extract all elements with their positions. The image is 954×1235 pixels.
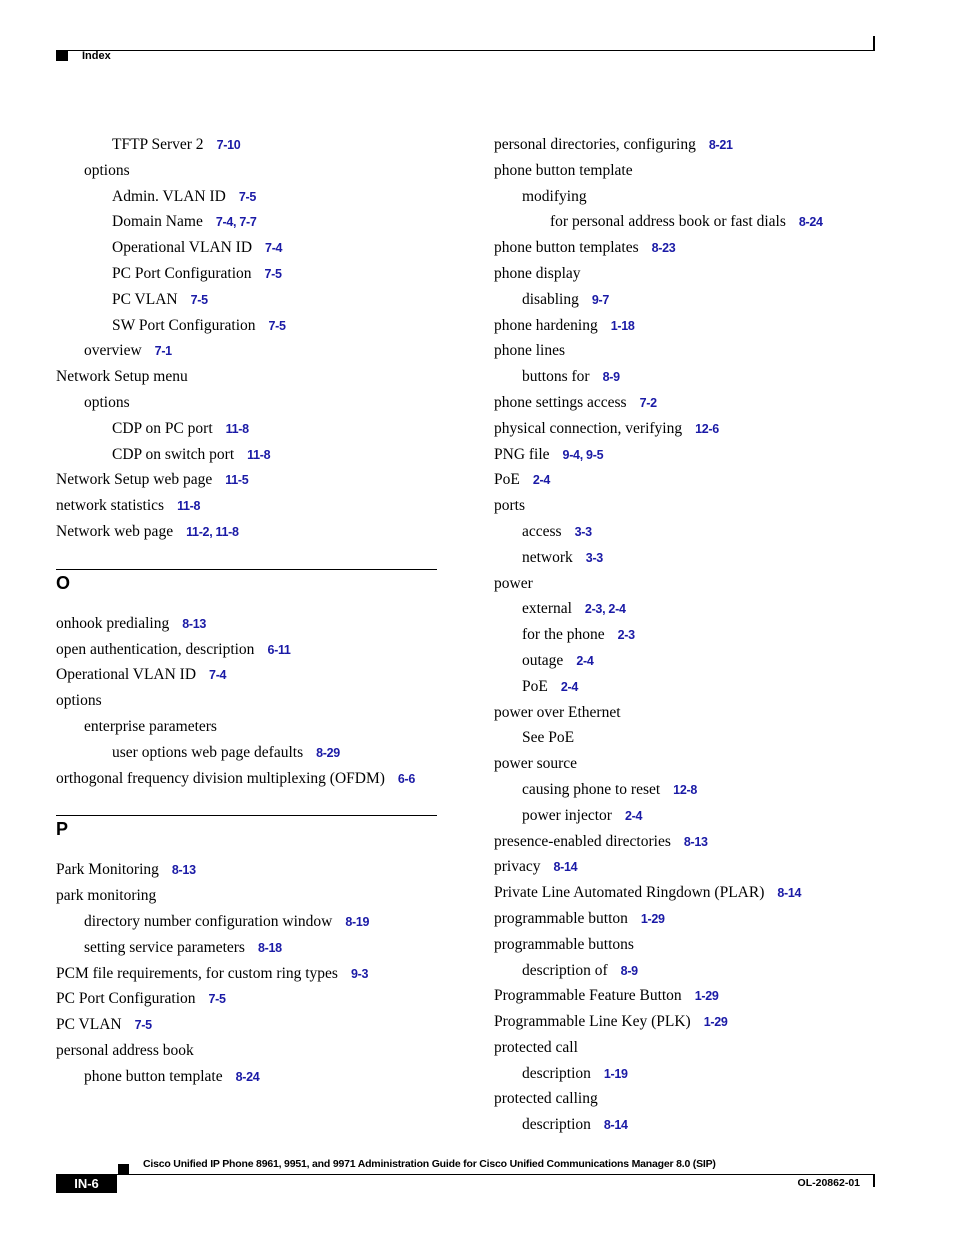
index-term: privacy <box>494 858 541 876</box>
page-reference-link[interactable]: 8-24 <box>235 1069 260 1084</box>
index-term: PC VLAN <box>112 290 178 308</box>
index-entry <box>56 1038 437 1064</box>
page-reference-link[interactable]: 8-13 <box>171 863 196 878</box>
page-reference-link[interactable]: 8-9 <box>602 370 620 385</box>
index-term: ports <box>494 497 525 515</box>
index-term: Network web page <box>56 522 174 540</box>
index-entry <box>56 766 437 792</box>
index-term: power over Ethernet <box>494 703 621 721</box>
index-term: protected calling <box>494 1090 598 1108</box>
index-term: TFTP Server 2 <box>112 136 204 153</box>
page-reference-link[interactable]: 8-19 <box>345 914 370 929</box>
index-entry <box>56 493 437 519</box>
page-reference-link[interactable]: 7-2 <box>639 395 657 410</box>
footer-corner-bar <box>873 1175 875 1187</box>
index-term: description <box>522 1064 591 1082</box>
index-term: Operational VLAN ID <box>56 666 197 684</box>
index-entry <box>56 209 437 235</box>
index-term: PCM file requirements, for custom ring types <box>56 964 338 982</box>
footer-guide-title: Cisco Unified IP Phone 8961, 9951, and 9971 Administration Guide for Cisco Unified Communications Manager 8.0 (SIP) <box>143 1158 716 1170</box>
page-reference-link[interactable]: 8-14 <box>777 886 802 901</box>
index-entry <box>56 909 437 935</box>
index-entry <box>56 261 437 287</box>
page-reference-link[interactable]: 6-6 <box>397 771 416 786</box>
index-term: user options web page defaults <box>112 743 304 761</box>
index-term: modifying <box>522 187 587 205</box>
index-entry <box>56 611 437 637</box>
index-entry <box>494 209 894 235</box>
page-reference-link[interactable]: 9-3 <box>350 966 369 981</box>
index-term: buttons for <box>522 368 590 386</box>
index-term: phone display <box>494 264 581 282</box>
index-term: Park Monitoring <box>56 861 159 879</box>
index-term: power <box>494 574 533 592</box>
index-entry <box>56 519 437 545</box>
index-entry <box>494 958 894 984</box>
index-entry <box>494 338 894 364</box>
index-entry <box>56 442 437 468</box>
index-term: directory number configuration window <box>84 912 333 930</box>
index-entry <box>56 961 437 987</box>
index-entry <box>56 740 437 766</box>
index-term: physical connection, verifying <box>494 419 683 437</box>
index-term: open authentication, description <box>56 640 255 658</box>
index-entry <box>56 235 437 261</box>
index-entry <box>494 906 894 932</box>
page-reference-link[interactable]: 7-5 <box>238 189 256 204</box>
page-reference-link[interactable]: 1-18 <box>610 318 635 333</box>
index-entry <box>494 545 894 571</box>
page-reference-link[interactable]: 1-29 <box>640 911 665 926</box>
index-term: for the phone <box>522 626 605 644</box>
index-term: personal address book <box>56 1041 194 1059</box>
index-term: setting service parameters <box>84 938 245 956</box>
index-term: Admin. VLAN ID <box>112 187 226 205</box>
index-term: onhook predialing <box>56 614 170 632</box>
index-term: power source <box>494 755 578 773</box>
page-reference-link[interactable]: 1-29 <box>703 1015 728 1030</box>
index-term: enterprise parameters <box>84 717 217 735</box>
index-entry <box>56 637 437 663</box>
index-term: external <box>522 600 572 618</box>
index-term: See PoE <box>522 729 575 747</box>
index-term: presence-enabled directories <box>494 832 671 850</box>
index-entry <box>56 158 437 184</box>
section-heading <box>56 569 437 611</box>
index-entry <box>494 622 894 648</box>
index-term: options <box>84 161 130 179</box>
page-reference-link[interactable]: 11-8 <box>177 499 201 514</box>
index-term: Programmable Line Key (PLK) <box>494 1013 691 1031</box>
page-reference-link[interactable]: 7-4 <box>265 241 283 256</box>
index-term: CDP on switch port <box>112 445 235 463</box>
index-entry <box>494 777 894 803</box>
index-entry <box>494 751 894 777</box>
page-reference-link[interactable]: 1-19 <box>603 1066 628 1081</box>
header-rule <box>56 50 875 51</box>
index-term: park monitoring <box>56 887 157 905</box>
index-entry <box>56 883 437 909</box>
page-reference-link[interactable]: 2-4 <box>576 653 594 668</box>
index-entry <box>56 364 437 390</box>
page-reference-link[interactable]: 2-3, 2-4 <box>584 602 626 617</box>
index-entry <box>494 313 894 339</box>
index-entry <box>56 714 437 740</box>
page-reference-link[interactable]: 7-5 <box>190 292 208 307</box>
page-reference-link[interactable]: 7-10 <box>216 138 241 152</box>
index-entry <box>494 442 894 468</box>
page-reference-link[interactable]: 8-21 <box>708 138 733 152</box>
index-entry <box>494 1086 894 1112</box>
index-entry <box>56 132 437 158</box>
section-heading <box>56 815 437 857</box>
index-term: phone button template <box>494 161 633 179</box>
index-term: network statistics <box>56 497 165 515</box>
index-term: orthogonal frequency division multiplexing (OFDM) <box>56 769 385 787</box>
page-reference-link[interactable]: 8-14 <box>553 860 578 875</box>
index-entry <box>56 857 437 883</box>
page-reference-link[interactable]: 7-5 <box>268 318 286 333</box>
index-term: protected call <box>494 1038 578 1056</box>
index-term: for personal address book or fast dials <box>550 213 786 231</box>
page-reference-link[interactable]: 11-8 <box>247 447 271 462</box>
page-reference-link[interactable]: 8-13 <box>182 616 207 631</box>
index-term: phone lines <box>494 342 566 360</box>
index-term: disabling <box>522 290 579 308</box>
section-letter: O <box>56 572 71 593</box>
page-reference-link[interactable]: 12-6 <box>695 421 719 436</box>
index-term: PNG file <box>494 445 550 463</box>
index-term: description of <box>522 961 608 979</box>
index-term: Private Line Automated Ringdown (PLAR) <box>494 884 765 902</box>
index-entry <box>494 416 894 442</box>
index-entry <box>494 364 894 390</box>
index-term: PoE <box>522 677 548 695</box>
index-entry <box>494 158 894 184</box>
index-term: Domain Name <box>112 213 203 231</box>
index-term: CDP on PC port <box>112 419 213 437</box>
page-reference-link[interactable]: 3-3 <box>585 550 603 565</box>
index-term: PC Port Configuration <box>112 264 252 282</box>
page-reference-link[interactable]: 7-1 <box>154 344 172 359</box>
footer-rule <box>56 1174 875 1175</box>
index-entry <box>56 313 437 339</box>
page-reference-link[interactable]: 11-5 <box>225 473 249 488</box>
page-reference-link[interactable]: 8-14 <box>603 1118 628 1133</box>
index-term: phone button template <box>84 1067 223 1085</box>
page-reference-link[interactable]: 8-23 <box>651 241 676 256</box>
page-reference-link[interactable]: 8-13 <box>683 834 708 849</box>
index-entry <box>494 700 894 726</box>
index-term: Programmable Feature Button <box>494 987 682 1005</box>
page-reference-link[interactable]: 1-29 <box>694 989 719 1004</box>
index-entry <box>494 803 894 829</box>
index-entry <box>494 674 894 700</box>
index-term: personal directories, configuring <box>494 136 696 153</box>
index-entry <box>56 662 437 688</box>
index-entry <box>494 519 894 545</box>
index-entry <box>494 829 894 855</box>
index-entry <box>494 1112 894 1138</box>
index-term: causing phone to reset <box>522 780 661 798</box>
running-header: Index <box>82 50 111 62</box>
index-entry <box>494 132 894 158</box>
index-entry <box>56 1012 437 1038</box>
index-term: programmable button <box>494 909 628 927</box>
page-reference-link[interactable]: 8-9 <box>620 963 638 978</box>
index-entry <box>56 467 437 493</box>
index-term: Operational VLAN ID <box>112 239 253 257</box>
index-entry <box>56 935 437 961</box>
index-entry <box>494 854 894 880</box>
index-entry <box>494 390 894 416</box>
page-number: IN-6 <box>56 1175 117 1193</box>
header-corner-bar <box>873 36 875 51</box>
document-number: OL-20862-01 <box>797 1177 860 1189</box>
footer-marker <box>118 1164 129 1174</box>
index-entry <box>494 725 894 751</box>
index-column-left <box>56 132 437 1090</box>
index-term: options <box>84 393 130 411</box>
index-entry <box>56 1064 437 1090</box>
page-reference-link[interactable]: 7-5 <box>208 992 226 1007</box>
index-entry <box>494 983 894 1009</box>
index-entry <box>494 596 894 622</box>
index-entry <box>494 184 894 210</box>
page-reference-link[interactable]: 12-8 <box>673 782 697 797</box>
index-term: options <box>56 692 102 710</box>
page-reference-link[interactable]: 8-29 <box>316 745 340 760</box>
index-entry <box>56 688 437 714</box>
index-entry <box>56 986 437 1012</box>
page-reference-link[interactable]: 6-11 <box>267 642 291 657</box>
page-reference-link[interactable]: 7-4, 7-7 <box>215 215 257 230</box>
page-reference-link[interactable]: 7-5 <box>134 1018 152 1033</box>
page-reference-link[interactable]: 7-5 <box>264 266 282 281</box>
index-term: phone settings access <box>494 393 627 411</box>
page-reference-link[interactable]: 7-4 <box>209 668 227 683</box>
index-entry <box>494 235 894 261</box>
index-entry <box>494 493 894 519</box>
page-reference-link[interactable]: 9-4, 9-5 <box>562 447 604 462</box>
index-term: SW Port Configuration <box>112 316 256 334</box>
page-reference-link[interactable]: 2-4 <box>560 679 579 694</box>
index-term: PC VLAN <box>56 1016 122 1034</box>
index-term: programmable buttons <box>494 935 634 953</box>
index-term: Network Setup menu <box>56 368 188 386</box>
page-reference-link[interactable]: 8-18 <box>257 940 282 955</box>
page-reference-link[interactable]: 3-3 <box>574 524 592 539</box>
index-term: outage <box>522 651 564 669</box>
page-reference-link[interactable]: 8-24 <box>798 215 823 230</box>
index-term: network <box>522 548 573 566</box>
index-column-right <box>494 132 894 1138</box>
index-entry <box>494 1035 894 1061</box>
index-term: PoE <box>494 471 520 489</box>
index-term: power injector <box>522 806 612 824</box>
index-entry <box>56 390 437 416</box>
index-term: overview <box>84 342 142 360</box>
page-reference-link[interactable]: 11-8 <box>225 421 249 436</box>
index-term: PC Port Configuration <box>56 990 196 1008</box>
index-entry <box>494 261 894 287</box>
index-entry <box>56 338 437 364</box>
index-entry <box>494 467 894 493</box>
header-marker <box>56 51 68 61</box>
index-term: description <box>522 1116 591 1134</box>
index-entry <box>494 571 894 597</box>
page-reference-link[interactable]: 11-2, 11-8 <box>186 524 239 539</box>
index-entry <box>56 416 437 442</box>
index-entry <box>494 287 894 313</box>
index-entry <box>56 287 437 313</box>
index-entry <box>494 1009 894 1035</box>
index-term: phone button templates <box>494 239 639 257</box>
index-entry <box>494 932 894 958</box>
page-reference-link[interactable]: 2-4 <box>532 473 551 488</box>
page-reference-link[interactable]: 2-4 <box>624 808 643 823</box>
page-reference-link[interactable]: 9-7 <box>591 292 610 307</box>
index-entry <box>494 648 894 674</box>
index-entry <box>56 184 437 210</box>
page-reference-link[interactable]: 2-3 <box>617 628 635 643</box>
section-letter: P <box>56 819 69 840</box>
index-entry <box>494 880 894 906</box>
index-term: Network Setup web page <box>56 471 213 489</box>
index-term: access <box>522 522 562 540</box>
index-term: phone hardening <box>494 316 598 334</box>
index-entry <box>494 1061 894 1087</box>
